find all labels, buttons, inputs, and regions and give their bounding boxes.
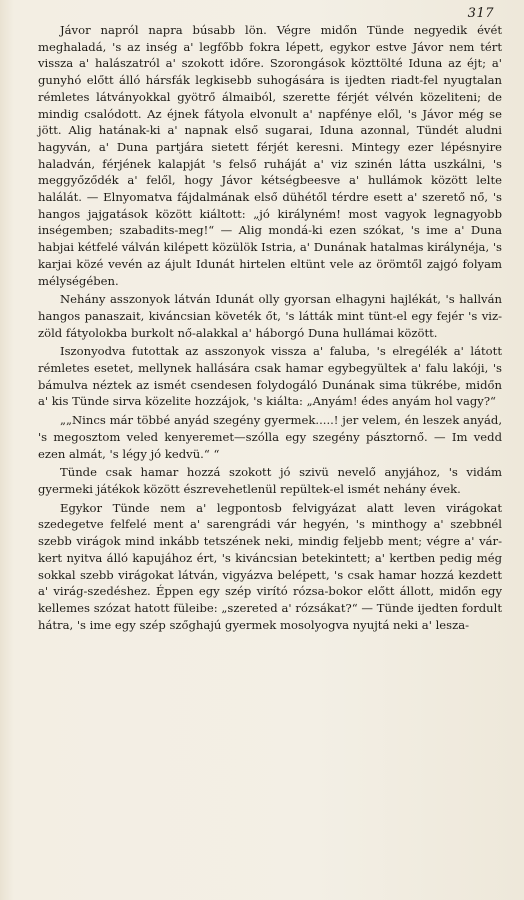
- paragraph: Jávor napról napra búsabb lön. Végre midőn Tünde negyedik évét meghaladá, 's az inség a' legfőbb fokra lépett, egykor estve Jávor nem tért vissza a' halászatról a' szokott időre. Szorongások közttölté Iduna az éjt; a' gunyhó előtt álló hársfák legkisebb suhogására is ijedten riadt-fel nyugtalan rémletes látványokkal gyötrő álmaiból, szerette férjét vélvén közeliteni; de mindig csalódott. Az éjnek fátyola elvonult a' napfénye elől, 's Jávor még se jött. Alig hatának-ki a' napnak első sugarai, Iduna azonnal, Tündét aludni hagyván, a' Duna partjára sietett férjét keresni. Mintegy ezer lépésnyire haladván, férjének kalapját 's felső ruháját a' viz szinén látta uszkálni, 's meggyőződék a' felől, hogy Jávor kétségbeesve a' hullámok között lelte halálát. — Elnyomatva fájdalmának első dühétől térdre esett a' szerető nő, 's hangos jajgatások között kiáltott: „jó királyném! most vagyok legnagyobb inségemben; szabadits-meg!“ — Alig mondá-ki ezen szókat, 's ime a' Duna habjai kétfelé válván kilépett közülök Istria, a' Dunának hatalmas királynéja, 's karjai közé vevén az ájult Idunát hirtelen eltünt vele az örömtől zajgó folyam mélységében.: [38, 23, 502, 288]
- paragraph: Iszonyodva futottak az asszonyok vissza a' faluba, 's elregélék a' látott rémletes esetet, mellynek hallására csak hamar egybegyültek a' falu lakóji, 's bámulva néztek az ismét csendesen folydogáló Dunának sima tükrébe, midőn a' kis Tünde sirva közelite hozzájok, 's kiálta: „Anyám! édes anyám hol vagy?“: [38, 344, 502, 409]
- paragraph: „„Nincs már többé anyád szegény gyermek.....! jer velem, én leszek anyád, 's megosztom veled kenyeremet—szólla egy szegény pásztornő. — Im vedd ezen almát, 's légy jó kedvü.“ “: [38, 413, 502, 461]
- page-number: 317: [467, 6, 494, 21]
- paragraph: Tünde csak hamar hozzá szokott jó szivü nevelő anyjához, 's vidám gyermeki játékok között észrevehetlenül repültek-el ismét nehány évek.: [38, 465, 502, 496]
- body-text: [38, 22, 502, 633]
- paragraph: Nehány asszonyok látván Idunát olly gyorsan elhagyni hajlékát, 's hallván hangos panaszait, kiváncsian követék őt, 's látták mint tünt-el egy fejér 's viz-zöld fátyolokba burkolt nő-alakkal a' háborgó Duna hullámai között.: [38, 292, 502, 340]
- paragraph: Egykor Tünde nem a' legpontosb felvigyázat alatt leven virágokat szedegetve felfelé ment a' sarengrádi vár hegyén, 's minthogy a' szebbnél szebb virágok mind inkább tetszének neki, mindig feljebb ment; végre a' vár-kert nyitva álló kapujához ért, 's kiváncsian betekintett; a' kertben pedig még sokkal szebb virágokat látván, vigyázva belépett, 's csak hamar hozzá kezdett a' virág-szedéshez. Éppen egy szép virító rózsa-bokor előtt állott, midőn egy kellemes szózat hatott füleibe: „szereted a' rózsákat?“ — Tünde ijedten fordult hátra, 's ime egy szép szőghajú gyermek mosolyogva nyujtá neki a' lesza-: [38, 500, 502, 632]
